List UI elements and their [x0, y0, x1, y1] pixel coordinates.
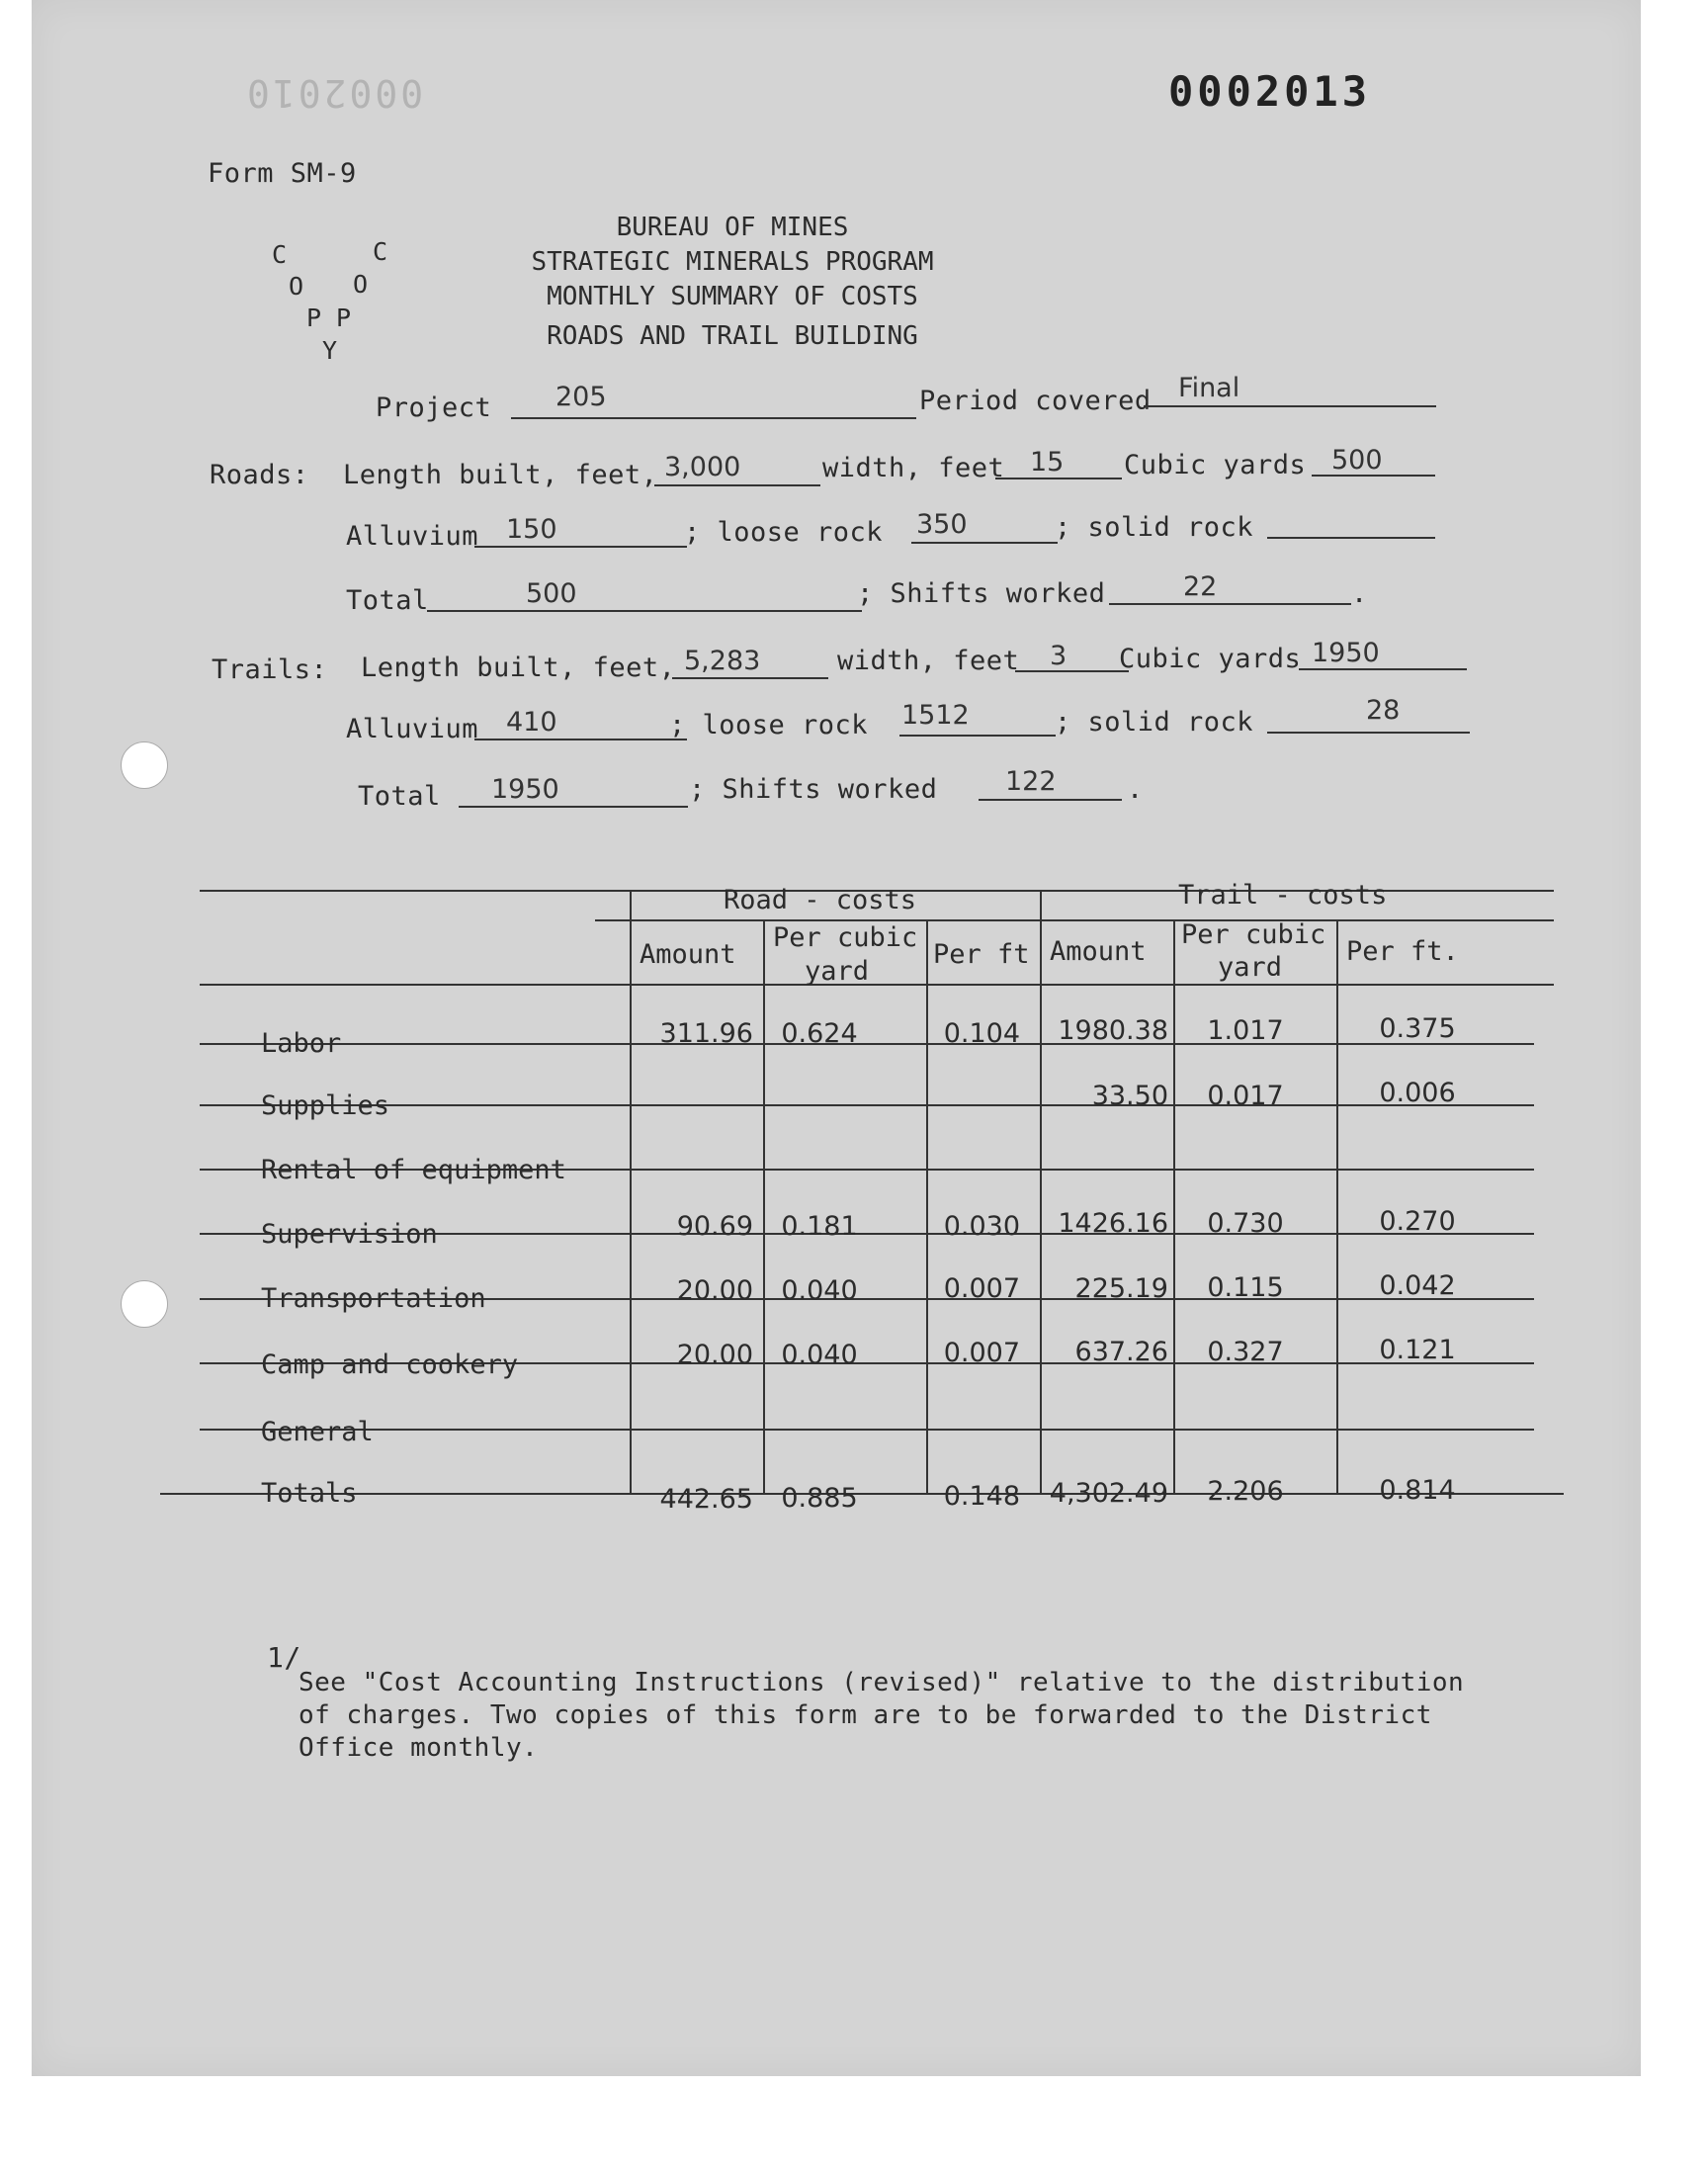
transportation-trail-pft: 0.042 — [1379, 1270, 1456, 1301]
roads-shifts-underline — [1109, 603, 1351, 605]
table-col-rule — [630, 890, 632, 1493]
totals-road-pft: 0.148 — [943, 1481, 1020, 1512]
col-header-road-pcy-2: yard — [805, 956, 870, 987]
trails-cubic-value: 1950 — [1312, 638, 1380, 668]
col-header-road-pcy-1: Per cubic — [773, 922, 918, 953]
stamp-number: 0002013 — [1168, 67, 1372, 116]
supervision-road-pcy: 0.181 — [781, 1211, 858, 1242]
row-label-supplies: Supplies — [261, 1090, 390, 1121]
copy-letter-c2: C — [373, 237, 388, 266]
col-header-trail-pft: Per ft. — [1346, 936, 1459, 967]
camp-road-pft: 0.007 — [943, 1338, 1020, 1368]
roads-cubic-value: 500 — [1331, 445, 1383, 476]
labor-trail-pft: 0.375 — [1379, 1013, 1456, 1044]
supervision-trail-amount: 1426.16 — [1058, 1208, 1168, 1239]
table-row-rule — [200, 1429, 1534, 1431]
totals-trail-pcy: 2.206 — [1207, 1476, 1284, 1507]
heading-subject: ROADS AND TRAIL BUILDING — [547, 321, 918, 351]
trails-total-underline — [459, 806, 688, 808]
roads-end-mark: . — [1351, 578, 1368, 609]
table-col-rule — [926, 919, 928, 1493]
form-sheet — [32, 0, 1641, 2076]
trails-cubic-underline — [1299, 668, 1467, 670]
row-label-transportation: Transportation — [261, 1283, 486, 1314]
table-col-rule — [1173, 919, 1175, 1493]
totals-trail-pft: 0.814 — [1379, 1475, 1456, 1506]
copy-letter-o2: O — [353, 270, 369, 299]
totals-road-amount: 442.65 — [659, 1484, 753, 1515]
transportation-road-amount: 20.00 — [676, 1275, 753, 1306]
roads-cubic-label: Cubic yards — [1124, 450, 1307, 480]
trails-alluvium-label: Alluvium — [346, 714, 479, 744]
trails-loose-label: ; loose rock — [669, 710, 869, 740]
table-rule-group — [595, 919, 1554, 921]
row-label-supervision: Supervision — [261, 1219, 438, 1250]
table-row-rule — [200, 1104, 1534, 1106]
camp-road-pcy: 0.040 — [781, 1340, 858, 1370]
trails-alluvium-underline — [474, 739, 687, 740]
trails-length-underline — [672, 677, 828, 679]
labor-road-amount: 311.96 — [659, 1018, 753, 1049]
copy-letter-p2: P — [336, 304, 352, 332]
project-value: 205 — [555, 382, 607, 412]
punch-hole-top — [121, 741, 168, 789]
footnote-line-1: See "Cost Accounting Instructions (revised)" relative to the distribution — [299, 1668, 1465, 1697]
row-label-totals: Totals — [261, 1478, 358, 1509]
col-header-trail-pcy-1: Per cubic — [1181, 919, 1326, 950]
heading-program: STRATEGIC MINERALS PROGRAM — [531, 247, 934, 277]
period-underline — [1144, 405, 1436, 407]
row-label-general: General — [261, 1417, 374, 1447]
trails-solid-underline — [1267, 732, 1470, 734]
copy-letter-p1: P — [306, 304, 322, 332]
supervision-road-amount: 90.69 — [676, 1211, 753, 1242]
period-label: Period covered — [919, 386, 1152, 416]
transportation-trail-pcy: 0.115 — [1207, 1272, 1284, 1303]
project-label: Project — [376, 392, 492, 423]
project-underline — [511, 417, 916, 419]
copy-letter-c1: C — [272, 240, 288, 269]
totals-trail-amount: 4,302.49 — [1049, 1478, 1168, 1509]
supervision-road-pft: 0.030 — [943, 1211, 1020, 1242]
period-value: Final — [1178, 373, 1240, 403]
punch-hole-bottom — [121, 1280, 168, 1328]
trails-length-label: Length built, feet, — [361, 652, 676, 683]
group-header-road: Road - costs — [724, 885, 917, 915]
supervision-trail-pft: 0.270 — [1379, 1206, 1456, 1237]
trails-solid-label: ; solid rock — [1055, 707, 1254, 738]
roads-alluvium-label: Alluvium — [346, 521, 479, 552]
trails-total-label: Total — [358, 781, 441, 812]
row-label-labor: Labor — [261, 1028, 342, 1059]
row-label-camp: Camp and cookery — [261, 1349, 519, 1380]
heading-agency: BUREAU OF MINES — [616, 213, 849, 242]
supervision-trail-pcy: 0.730 — [1207, 1208, 1284, 1239]
table-rule-header — [200, 984, 1554, 986]
heading-summary: MONTHLY SUMMARY OF COSTS — [547, 282, 918, 311]
trails-length-value: 5,283 — [684, 646, 761, 676]
totals-road-pcy: 0.885 — [781, 1483, 858, 1514]
cost-table — [200, 880, 1554, 1527]
col-header-trail-pcy-2: yard — [1218, 952, 1283, 983]
labor-road-pcy: 0.624 — [781, 1018, 858, 1049]
trails-loose-value: 1512 — [901, 700, 970, 731]
footnote-marker: 1/ — [267, 1641, 301, 1674]
copy-letter-y: Y — [322, 336, 338, 365]
roads-length-value: 3,000 — [664, 452, 741, 482]
roads-alluvium-underline — [474, 546, 687, 548]
roads-width-underline — [995, 478, 1122, 479]
roads-loose-label: ; loose rock — [684, 517, 884, 548]
roads-width-label: width, feet — [822, 453, 1005, 483]
transportation-road-pcy: 0.040 — [781, 1275, 858, 1306]
trails-end-mark: . — [1127, 774, 1144, 805]
form-id: Form SM-9 — [208, 158, 357, 189]
roads-length-underline — [654, 484, 820, 486]
transportation-road-pft: 0.007 — [943, 1273, 1020, 1304]
camp-trail-pft: 0.121 — [1379, 1335, 1456, 1365]
table-col-rule — [1040, 890, 1042, 1493]
trails-cubic-label: Cubic yards — [1119, 644, 1302, 674]
trails-shifts-label: ; Shifts worked — [689, 774, 938, 805]
transportation-trail-amount: 225.19 — [1074, 1273, 1168, 1304]
copy-letter-o1: O — [289, 272, 304, 301]
supplies-trail-pcy: 0.017 — [1207, 1081, 1284, 1111]
trails-width-underline — [1015, 670, 1129, 672]
camp-trail-pcy: 0.327 — [1207, 1337, 1284, 1367]
labor-road-pft: 0.104 — [943, 1018, 1020, 1049]
roads-loose-underline — [911, 542, 1058, 544]
trails-width-label: width, feet — [837, 646, 1020, 676]
roads-total-value: 500 — [526, 578, 577, 609]
faint-bleed-number: 0002010 — [244, 71, 424, 115]
trails-width-value: 3 — [1050, 641, 1068, 671]
roads-loose-value: 350 — [916, 509, 968, 540]
trails-solid-value: 28 — [1366, 695, 1401, 726]
trails-shifts-underline — [979, 799, 1122, 801]
labor-trail-amount: 1980.38 — [1058, 1015, 1168, 1046]
trails-loose-underline — [899, 735, 1056, 737]
roads-shifts-label: ; Shifts worked — [857, 578, 1106, 609]
col-header-road-pft: Per ft — [933, 939, 1030, 970]
roads-width-value: 15 — [1030, 447, 1065, 478]
trails-alluvium-value: 410 — [506, 707, 557, 738]
roads-solid-underline — [1267, 537, 1435, 539]
roads-shifts-value: 22 — [1183, 571, 1218, 602]
trails-section-label: Trails: — [212, 654, 328, 685]
table-col-rule — [763, 919, 765, 1493]
roads-total-label: Total — [346, 585, 429, 616]
trails-shifts-value: 122 — [1005, 766, 1057, 797]
footnote-line-3: Office monthly. — [299, 1733, 539, 1763]
col-header-road-amount: Amount — [640, 939, 736, 970]
footnote-line-2: of charges. Two copies of this form are to be forwarded to the District — [299, 1700, 1432, 1730]
trails-total-value: 1950 — [491, 774, 559, 805]
camp-trail-amount: 637.26 — [1074, 1337, 1168, 1367]
supplies-trail-amount: 33.50 — [1091, 1081, 1168, 1111]
roads-alluvium-value: 150 — [506, 514, 557, 545]
labor-trail-pcy: 1.017 — [1207, 1015, 1284, 1046]
row-label-rental: Rental of equipment — [261, 1155, 566, 1185]
col-header-trail-amount: Amount — [1050, 936, 1147, 967]
roads-section-label: Roads: — [210, 460, 309, 490]
roads-total-underline — [427, 610, 862, 612]
roads-length-label: Length built, feet, — [343, 460, 658, 490]
camp-road-amount: 20.00 — [676, 1340, 753, 1370]
group-header-trail: Trail - costs — [1178, 880, 1388, 911]
supplies-trail-pft: 0.006 — [1379, 1078, 1456, 1108]
roads-solid-label: ; solid rock — [1055, 512, 1254, 543]
